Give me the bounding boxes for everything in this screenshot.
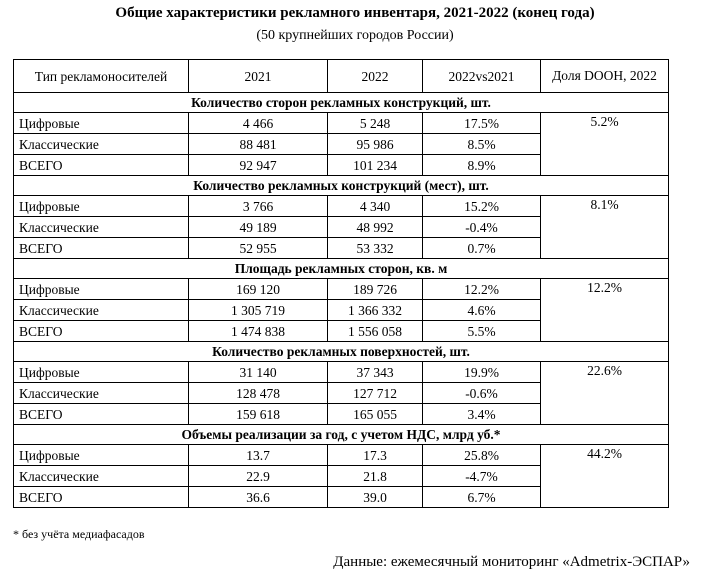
value-2022: 17.3 — [328, 445, 423, 466]
change-value: -4.7% — [423, 466, 541, 487]
dooh-share-value: 5.2% — [541, 113, 669, 176]
row-label: Цифровые — [14, 113, 189, 134]
page-title: Общие характеристики рекламного инвентаря, 2021-2022 (конец года) — [115, 5, 595, 21]
value-2022: 39.0 — [328, 487, 423, 508]
row-label: ВСЕГО — [14, 238, 189, 259]
value-2021: 1 474 838 — [189, 321, 328, 342]
change-value: 8.5% — [423, 134, 541, 155]
row-label: Классические — [14, 300, 189, 321]
table-row — [14, 362, 669, 383]
dooh-share-value: 44.2% — [541, 445, 669, 508]
value-2021: 4 466 — [189, 113, 328, 134]
source-note: Данные: ежемесячный мониторинг «Admetrix-ЭСПАР» — [333, 554, 690, 570]
value-2021: 159 618 — [189, 404, 328, 425]
value-2021: 128 478 — [189, 383, 328, 404]
table-row — [14, 113, 669, 134]
section-title: Количество рекламных конструкций (мест), шт. — [14, 176, 669, 196]
dooh-share-value: 12.2% — [541, 279, 669, 342]
section-header-row — [14, 342, 669, 362]
value-2022: 165 055 — [328, 404, 423, 425]
change-value: 6.7% — [423, 487, 541, 508]
change-value: 15.2% — [423, 196, 541, 217]
change-value: 25.8% — [423, 445, 541, 466]
value-2022: 5 248 — [328, 113, 423, 134]
value-2021: 36.6 — [189, 487, 328, 508]
value-2021: 3 766 — [189, 196, 328, 217]
value-2021: 92 947 — [189, 155, 328, 176]
change-value: 5.5% — [423, 321, 541, 342]
value-2022: 4 340 — [328, 196, 423, 217]
section-title: Количество рекламных поверхностей, шт. — [14, 342, 669, 362]
header-dooh-share: Доля DOOH, 2022 — [541, 60, 669, 93]
row-label: ВСЕГО — [14, 321, 189, 342]
value-2022: 37 343 — [328, 362, 423, 383]
section-header-row — [14, 259, 669, 279]
page-subtitle: (50 крупнейших городов России) — [256, 28, 454, 43]
value-2021: 22.9 — [189, 466, 328, 487]
value-2021: 169 120 — [189, 279, 328, 300]
value-2021: 49 189 — [189, 217, 328, 238]
table-body — [14, 93, 669, 508]
value-2022: 1 556 058 — [328, 321, 423, 342]
section-header-row — [14, 425, 669, 445]
section-title: Объемы реализации за год, с учетом НДС, млрд уб.* — [14, 425, 669, 445]
value-2021: 13.7 — [189, 445, 328, 466]
table-row — [14, 279, 669, 300]
row-label: Классические — [14, 134, 189, 155]
value-2022: 53 332 — [328, 238, 423, 259]
row-label: Классические — [14, 466, 189, 487]
row-label: Цифровые — [14, 279, 189, 300]
value-2022: 189 726 — [328, 279, 423, 300]
header-row — [14, 60, 669, 93]
change-value: 3.4% — [423, 404, 541, 425]
value-2022: 95 986 — [328, 134, 423, 155]
header-2021: 2021 — [189, 60, 328, 93]
value-2021: 52 955 — [189, 238, 328, 259]
change-value: 19.9% — [423, 362, 541, 383]
row-label: Цифровые — [14, 362, 189, 383]
inventory-table — [13, 59, 669, 508]
change-value: -0.6% — [423, 383, 541, 404]
header-2022: 2022 — [328, 60, 423, 93]
value-2021: 31 140 — [189, 362, 328, 383]
value-2022: 48 992 — [328, 217, 423, 238]
change-value: 12.2% — [423, 279, 541, 300]
row-label: Цифровые — [14, 445, 189, 466]
row-label: ВСЕГО — [14, 155, 189, 176]
section-header-row — [14, 93, 669, 113]
section-header-row — [14, 176, 669, 196]
change-value: 4.6% — [423, 300, 541, 321]
value-2021: 88 481 — [189, 134, 328, 155]
table-row — [14, 445, 669, 466]
row-label: ВСЕГО — [14, 404, 189, 425]
change-value: 17.5% — [423, 113, 541, 134]
value-2022: 127 712 — [328, 383, 423, 404]
value-2022: 101 234 — [328, 155, 423, 176]
footnote: * без учёта медиафасадов — [13, 527, 145, 541]
value-2022: 21.8 — [328, 466, 423, 487]
section-title: Количество сторон рекламных конструкций, шт. — [14, 93, 669, 113]
change-value: 0.7% — [423, 238, 541, 259]
change-value: 8.9% — [423, 155, 541, 176]
row-label: Цифровые — [14, 196, 189, 217]
value-2022: 1 366 332 — [328, 300, 423, 321]
row-label: Классические — [14, 217, 189, 238]
section-title: Площадь рекламных сторон, кв. м — [14, 259, 669, 279]
row-label: ВСЕГО — [14, 487, 189, 508]
row-label: Классические — [14, 383, 189, 404]
dooh-share-value: 22.6% — [541, 362, 669, 425]
value-2021: 1 305 719 — [189, 300, 328, 321]
dooh-share-value: 8.1% — [541, 196, 669, 259]
table-row — [14, 196, 669, 217]
change-value: -0.4% — [423, 217, 541, 238]
header-type: Тип рекламоносителей — [14, 60, 189, 93]
header-change: 2022vs2021 — [423, 60, 541, 93]
